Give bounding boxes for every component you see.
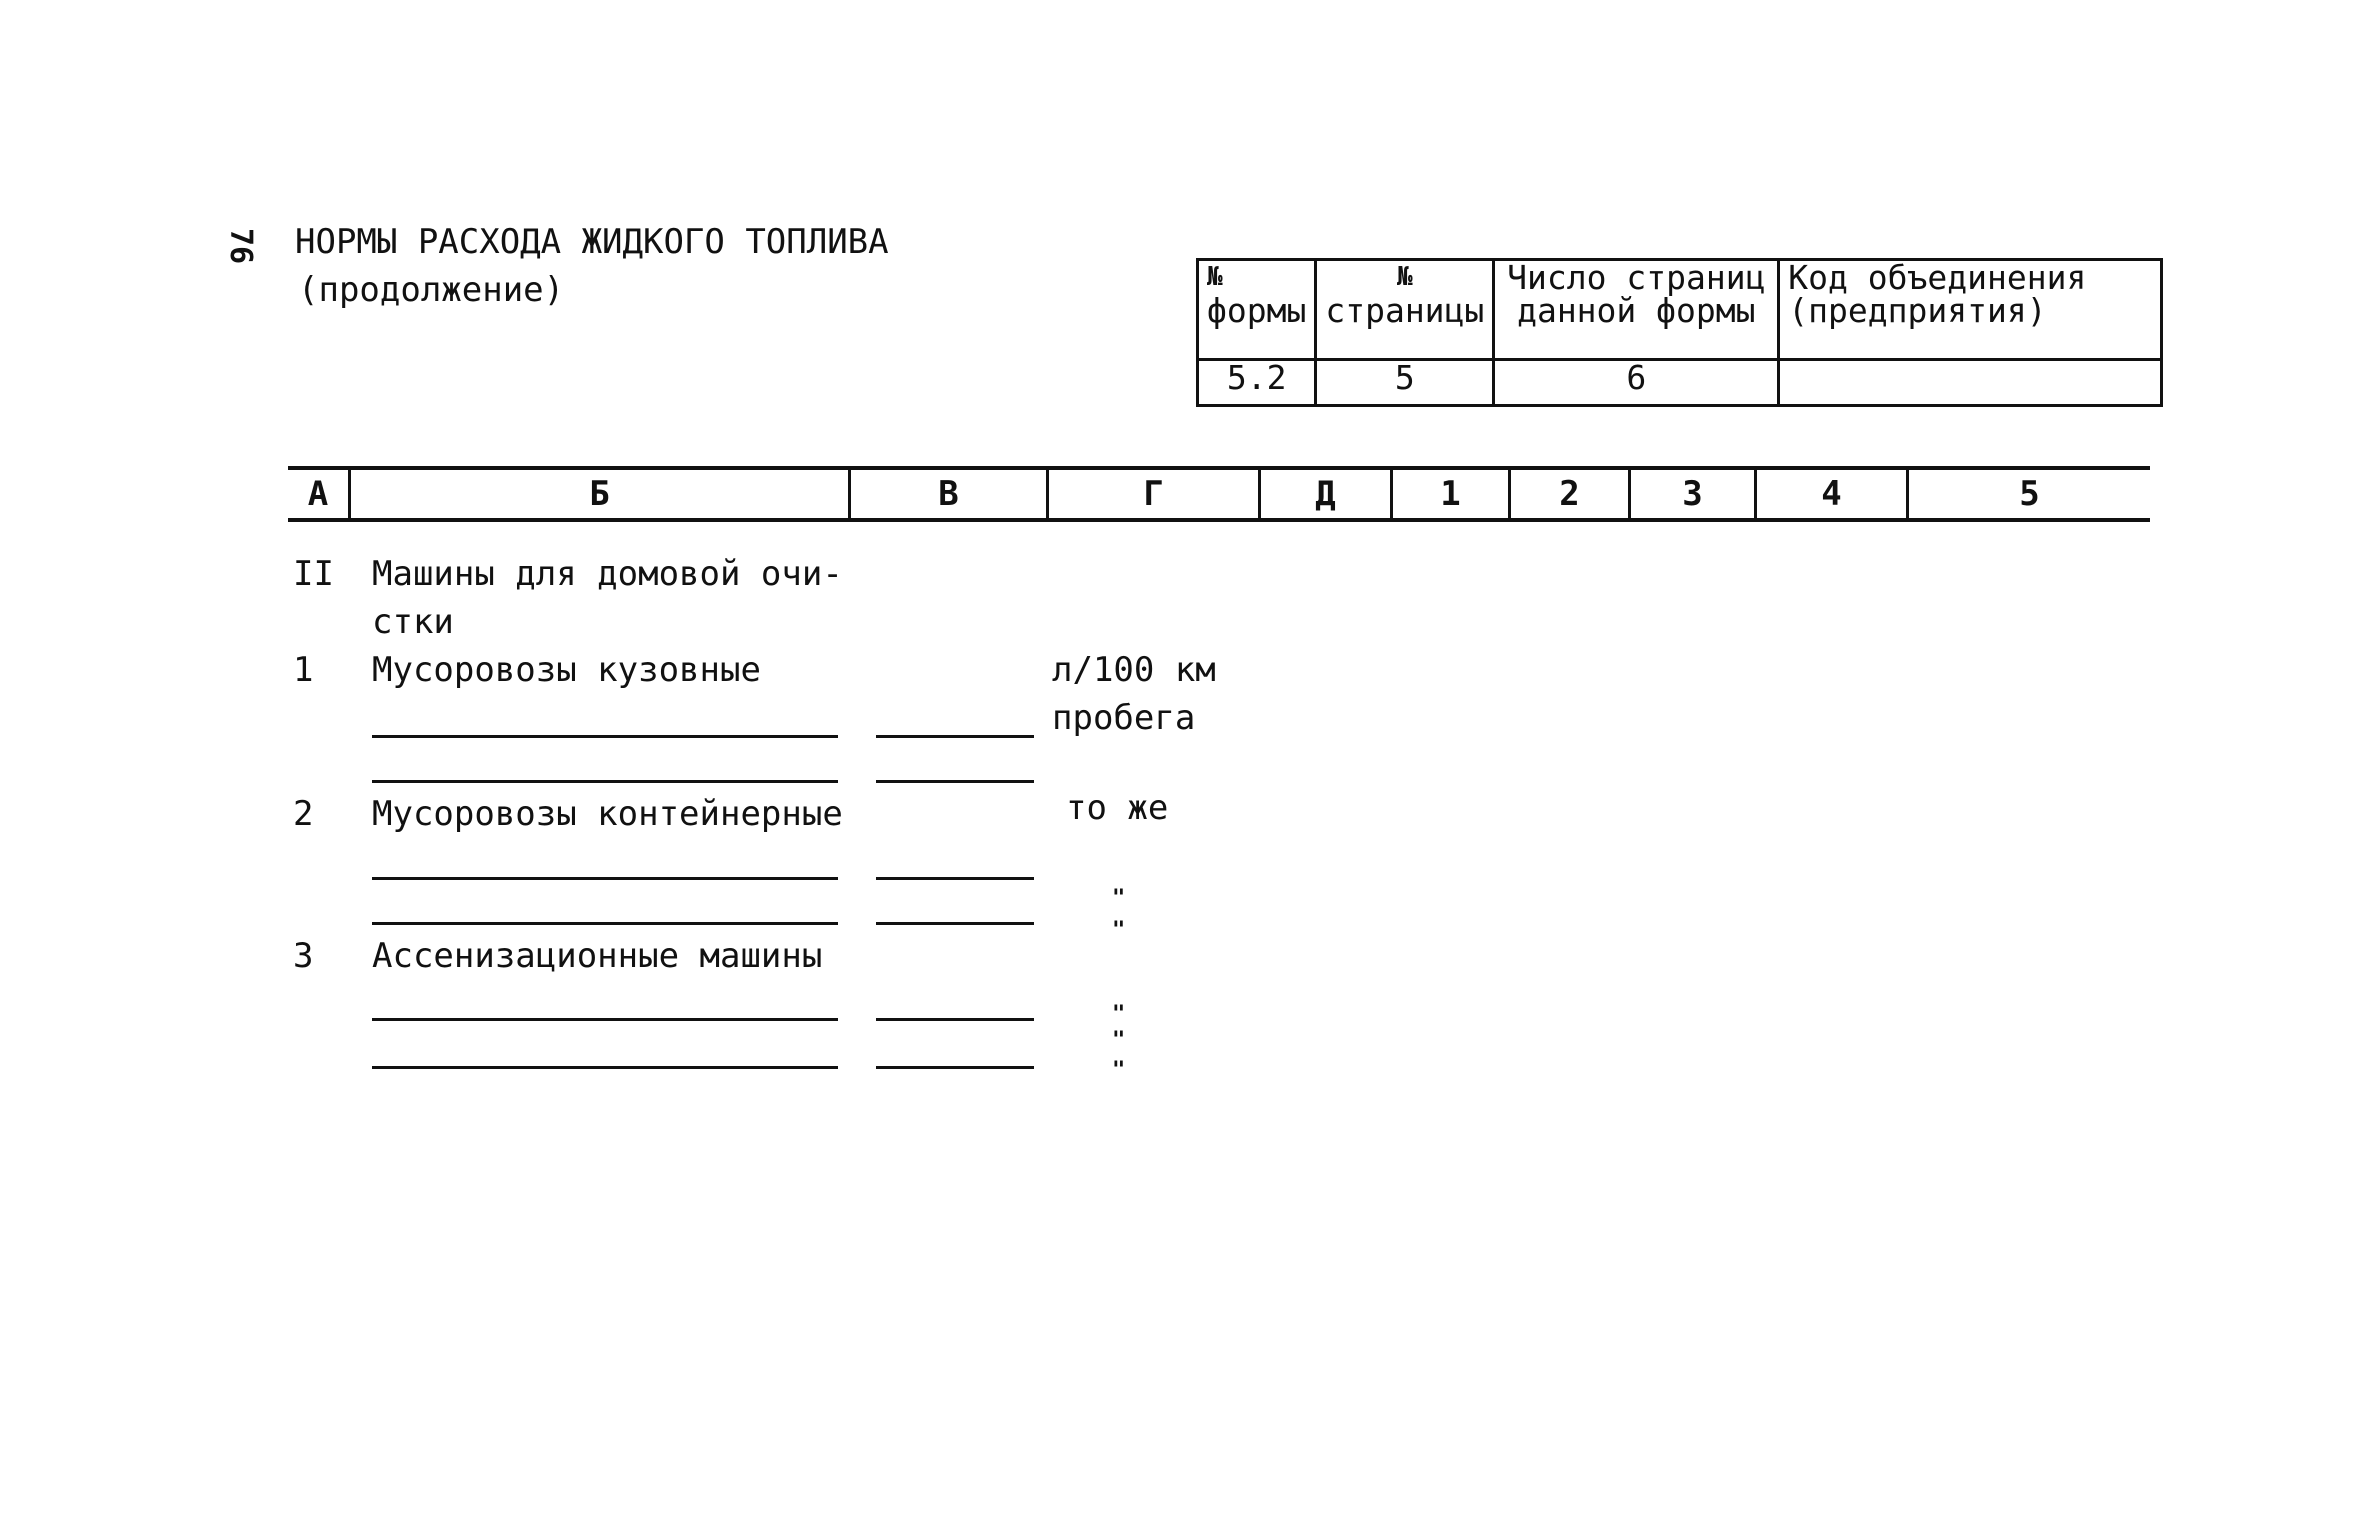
page-number: 76 — [223, 228, 258, 265]
header-page-number: № страницы — [1316, 260, 1494, 360]
section-title-line2: стки — [372, 602, 454, 642]
blank-line — [876, 1066, 1034, 1069]
row-name: Мусоровозы контейнерные — [372, 794, 843, 834]
org-code-value — [1779, 360, 2162, 406]
ditto-mark: " — [1112, 1058, 1126, 1083]
column-header: Д — [1258, 470, 1390, 518]
column-header: 5 — [1906, 470, 2150, 518]
column-header: В — [848, 470, 1046, 518]
column-header: 2 — [1508, 470, 1628, 518]
column-header-strip — [288, 466, 2150, 522]
row-number: 1 — [293, 650, 314, 690]
page-count-value: 6 — [1494, 360, 1779, 406]
blank-line — [372, 922, 838, 925]
column-header: 1 — [1390, 470, 1508, 518]
form-number-value: 5.2 — [1198, 360, 1316, 406]
ditto-mark: " — [1112, 1002, 1126, 1027]
row-name: Ассенизационные машины — [372, 936, 823, 976]
row-unit: то же — [1066, 788, 1169, 828]
blank-line — [372, 780, 838, 783]
blank-line — [876, 780, 1034, 783]
blank-line — [876, 735, 1034, 738]
header-org-code: Код объединения (предприятия) — [1779, 260, 2162, 360]
document-title: НОРМЫ РАСХОДА ЖИДКОГО ТОПЛИВА — [295, 222, 889, 262]
blank-line — [372, 1018, 838, 1021]
section-title-line1: Машины для домовой очи- — [372, 554, 843, 594]
ditto-mark: " — [1112, 886, 1126, 911]
row-unit-continued: пробега — [1052, 698, 1196, 738]
header-page-count: Число страниц данной формы — [1494, 260, 1779, 360]
ditto-mark: " — [1112, 1028, 1126, 1053]
column-header: 4 — [1754, 470, 1906, 518]
section-number: II — [293, 554, 334, 594]
column-header: Г — [1046, 470, 1258, 518]
column-header: 3 — [1628, 470, 1754, 518]
header-form-number: № формы — [1198, 260, 1316, 360]
form-info-box — [1196, 258, 2163, 407]
blank-line — [876, 1018, 1034, 1021]
row-name: Мусоровозы кузовные — [372, 650, 761, 690]
blank-line — [876, 877, 1034, 880]
ditto-mark: " — [1112, 918, 1126, 943]
blank-line — [876, 922, 1034, 925]
row-unit: л/100 км — [1052, 650, 1216, 690]
row-number: 2 — [293, 794, 314, 834]
blank-line — [372, 1066, 838, 1069]
document-subtitle: (продолжение) — [298, 270, 565, 310]
row-number: 3 — [293, 936, 314, 976]
blank-line — [372, 735, 838, 738]
column-header: А — [307, 474, 329, 514]
column-header: Б — [348, 470, 848, 518]
blank-line — [372, 877, 838, 880]
page-number-value: 5 — [1316, 360, 1494, 406]
